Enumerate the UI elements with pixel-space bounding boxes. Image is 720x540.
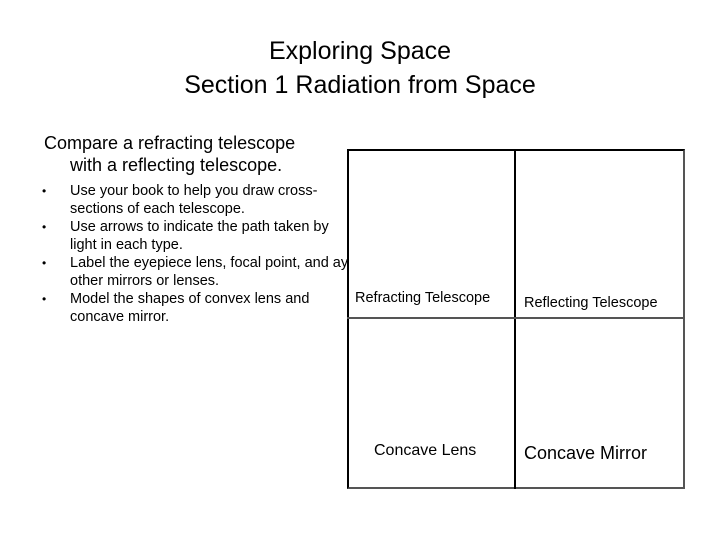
subheading [44, 132, 354, 176]
title-line-2: Section 1 Radiation from Space [184, 71, 536, 99]
instruction-item [40, 182, 350, 218]
bullet-icon: • [42, 292, 47, 306]
instruction-list [40, 182, 350, 326]
subheading-line-2: with a reflecting telescope. [70, 155, 283, 175]
instruction-item [40, 254, 350, 290]
instruction-text: Use arrows to indicate the path taken by light in each type. [70, 219, 329, 253]
instruction-item [40, 290, 350, 326]
subheading-line-1: Compare a refracting telescope [44, 133, 296, 153]
reflecting-telescope-label: Reflecting Telescope [524, 295, 658, 311]
bullet-icon: • [42, 220, 47, 234]
bullet-icon: • [42, 184, 47, 198]
grid-horizontal-divider [347, 317, 685, 319]
concave-mirror-label: Concave Mirror [524, 443, 648, 463]
refracting-telescope-label: Refracting Telescope [355, 290, 491, 306]
instruction-item [40, 218, 350, 254]
instruction-text: Label the eyepiece lens, focal point, and ay other mirrors or lenses. [70, 255, 349, 289]
grid-vertical-divider [514, 149, 516, 489]
instruction-text: Use your book to help you draw cross-sections of each telescope. [70, 183, 318, 217]
concave-lens-label: Concave Lens [374, 442, 477, 459]
slide-title [0, 34, 720, 102]
grid-border [347, 149, 685, 489]
bullet-icon: • [42, 256, 47, 270]
title-line-1: Exploring Space [268, 37, 452, 65]
comparison-grid [347, 149, 685, 489]
instruction-text: Model the shapes of convex lens and concave mirror. [70, 291, 310, 325]
